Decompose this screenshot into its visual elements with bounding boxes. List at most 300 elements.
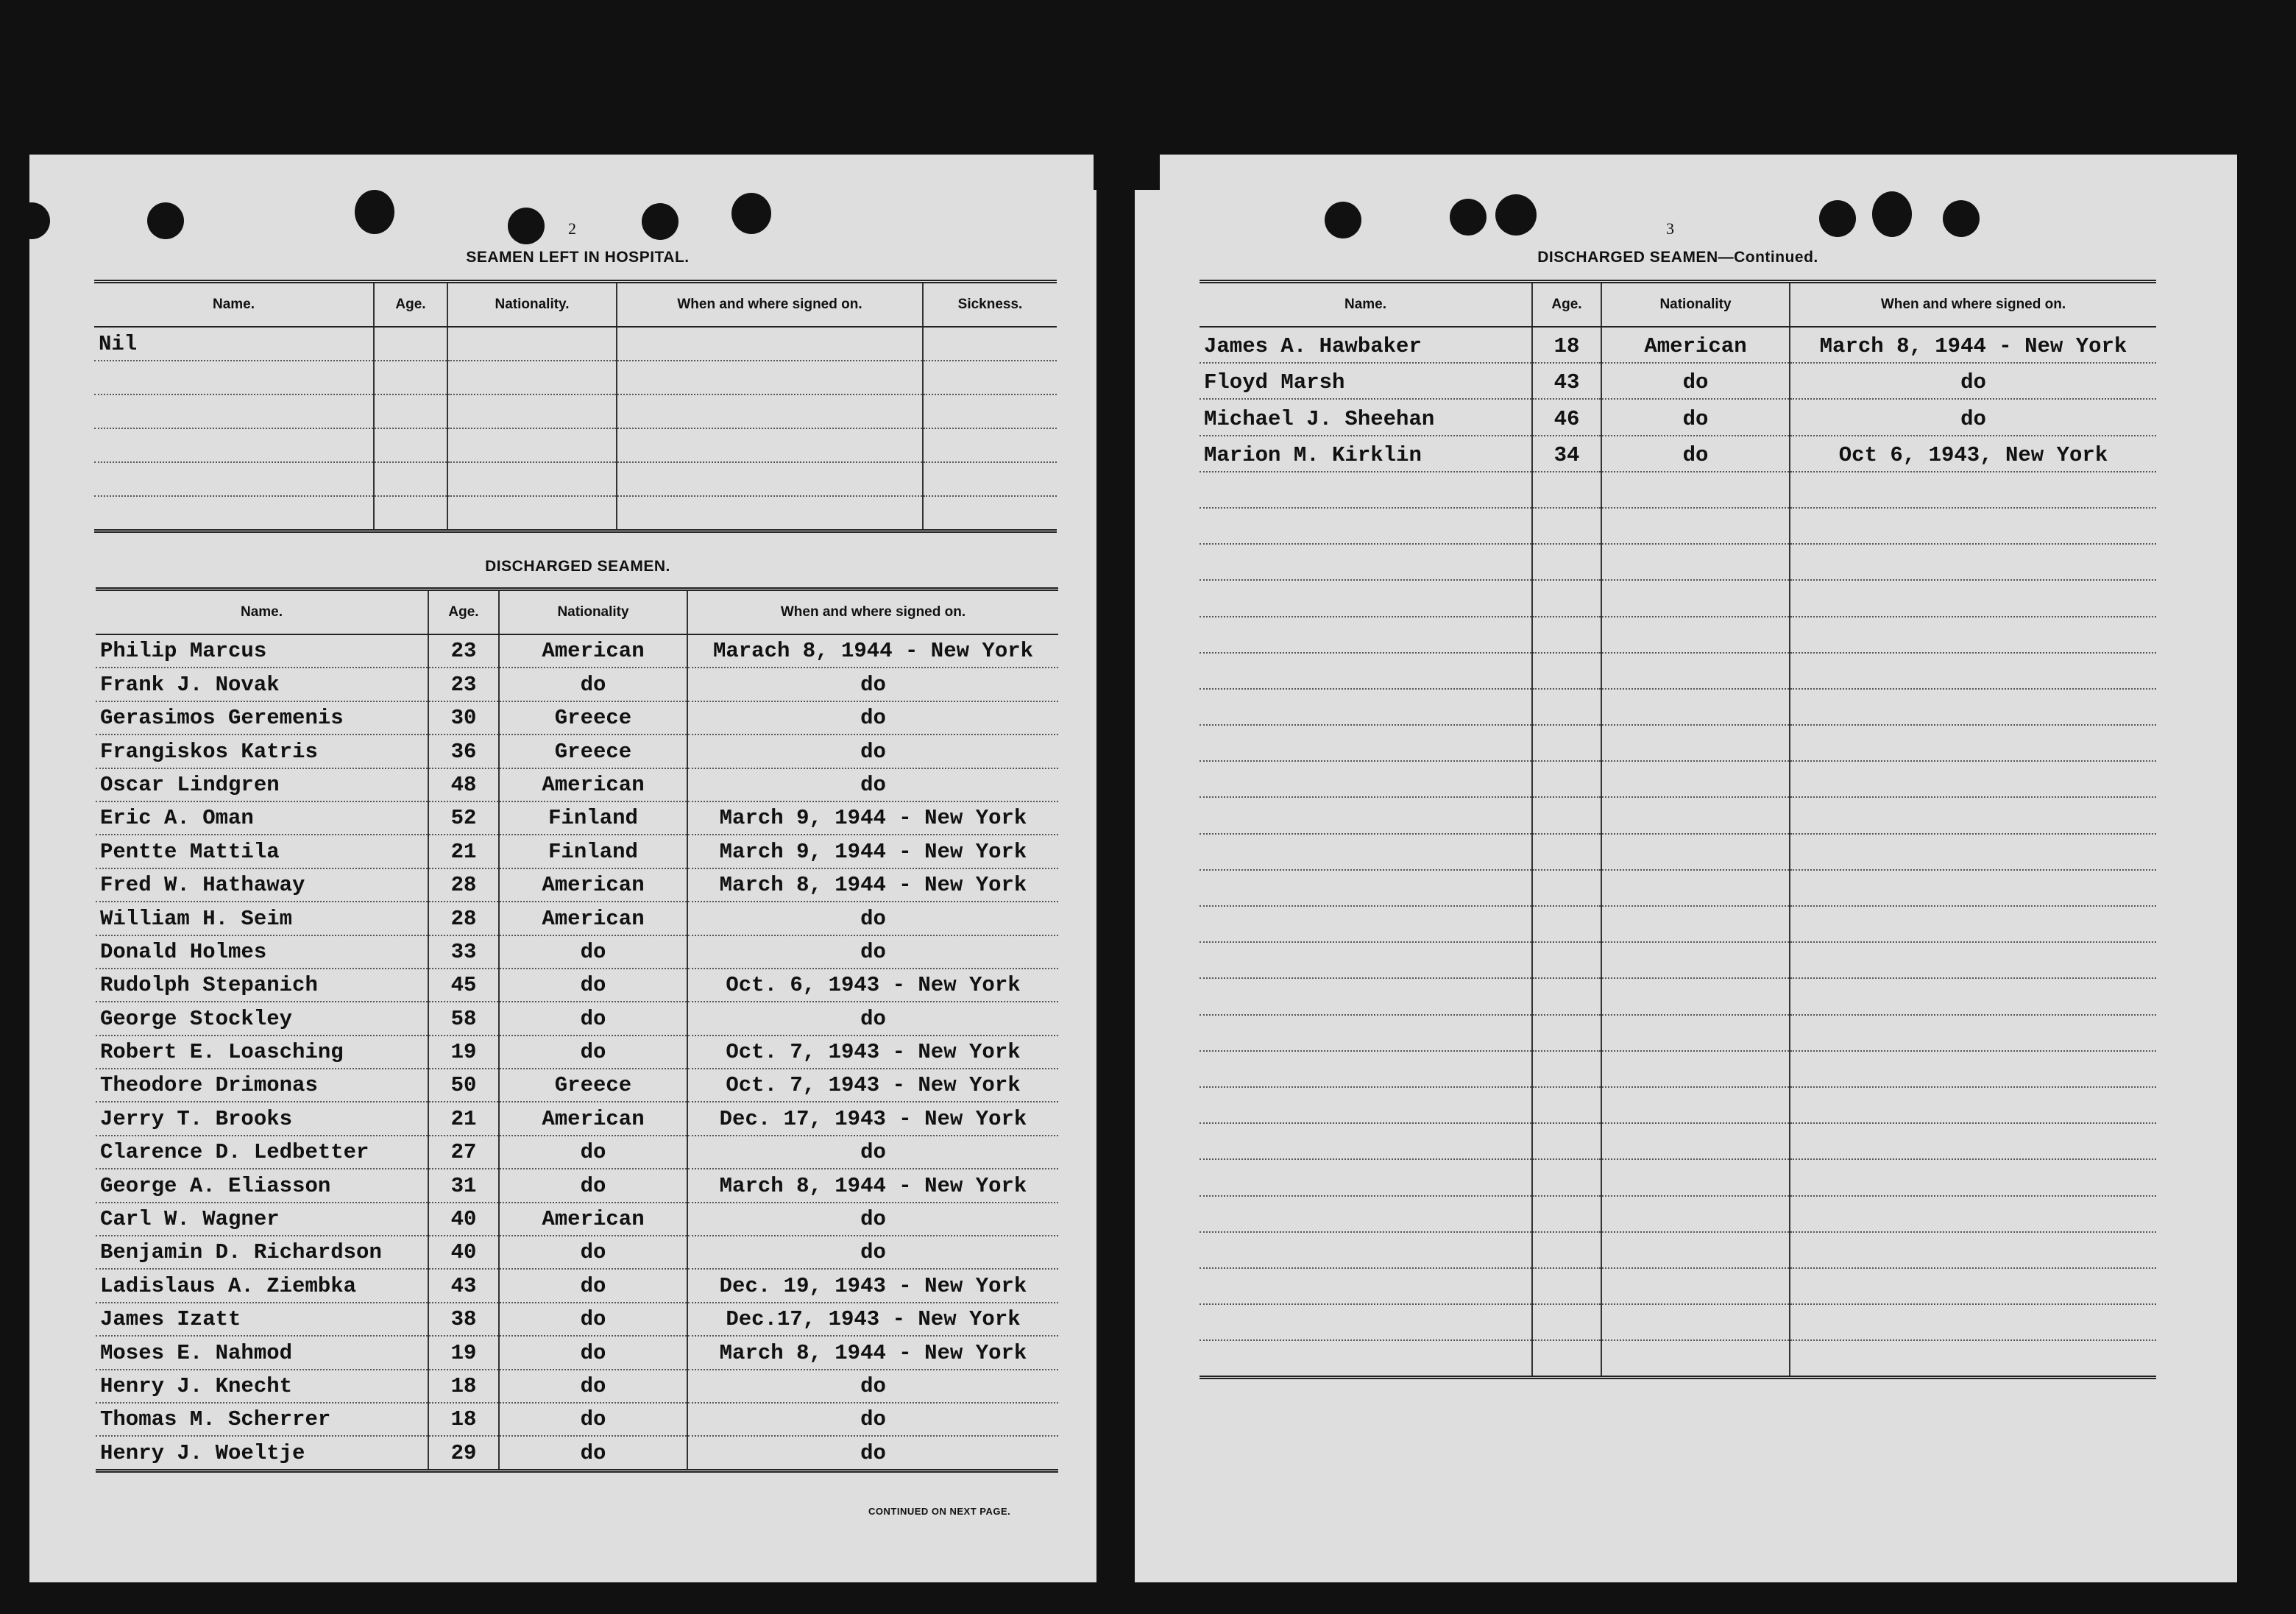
nationality-cell bbox=[1601, 1051, 1790, 1087]
sickness-cell bbox=[923, 462, 1057, 496]
punch-hole bbox=[731, 193, 771, 234]
age-cell: 50 bbox=[428, 1069, 499, 1102]
signed-on-cell bbox=[1790, 978, 2156, 1014]
name-cell: Gerasimos Geremenis bbox=[96, 701, 428, 735]
age-cell bbox=[1532, 761, 1601, 797]
name-cell: Michael J. Sheehan bbox=[1200, 399, 1532, 435]
name-cell: Carl W. Wagner bbox=[96, 1203, 428, 1236]
name-cell bbox=[1200, 1015, 1532, 1051]
column-header-name: Name. bbox=[96, 590, 428, 635]
column-header-age: Age. bbox=[1532, 282, 1601, 328]
age-cell: 38 bbox=[428, 1303, 499, 1336]
table-row bbox=[96, 868, 1058, 902]
nationality-cell: American bbox=[499, 1102, 687, 1135]
signed-on-cell: March 8, 1944 - New York bbox=[687, 868, 1058, 902]
signed-on-cell: March 8, 1944 - New York bbox=[1790, 327, 2156, 363]
name-cell bbox=[1200, 1087, 1532, 1123]
nationality-cell bbox=[1601, 906, 1790, 942]
nationality-cell: do bbox=[499, 1036, 687, 1069]
nationality-cell bbox=[1601, 1015, 1790, 1051]
signed-on-cell: do bbox=[687, 1403, 1058, 1436]
table-row bbox=[1200, 906, 2156, 942]
column-header-nationality: Nationality. bbox=[447, 282, 617, 328]
nationality-cell: do bbox=[499, 1303, 687, 1336]
age-cell: 40 bbox=[428, 1236, 499, 1269]
punch-hole bbox=[1325, 202, 1361, 238]
table-row bbox=[96, 735, 1058, 768]
name-cell: Ladislaus A. Ziembka bbox=[96, 1269, 428, 1302]
signed-on-cell: Dec. 17, 1943 - New York bbox=[687, 1102, 1058, 1135]
age-cell bbox=[374, 428, 447, 462]
page-number: 3 bbox=[1666, 219, 1674, 238]
sickness-cell bbox=[923, 394, 1057, 428]
age-cell: 28 bbox=[428, 902, 499, 935]
age-cell: 29 bbox=[428, 1436, 499, 1470]
nationality-cell bbox=[1601, 1123, 1790, 1159]
name-cell: George A. Eliasson bbox=[96, 1169, 428, 1202]
signed-on-cell: do bbox=[687, 1002, 1058, 1035]
age-cell bbox=[1532, 1268, 1601, 1304]
signed-on-cell: do bbox=[687, 902, 1058, 935]
signed-on-cell bbox=[617, 361, 923, 394]
name-cell bbox=[1200, 834, 1532, 870]
age-cell bbox=[1532, 508, 1601, 544]
age-cell: 18 bbox=[428, 1370, 499, 1403]
nationality-cell bbox=[447, 496, 617, 531]
name-cell: James Izatt bbox=[96, 1303, 428, 1336]
signed-on-cell: do bbox=[1790, 399, 2156, 435]
name-cell bbox=[1200, 689, 1532, 725]
age-cell bbox=[1532, 1087, 1601, 1123]
age-cell bbox=[374, 462, 447, 496]
table-row bbox=[96, 1069, 1058, 1102]
signed-on-cell: March 8, 1944 - New York bbox=[687, 1169, 1058, 1202]
table-row bbox=[1200, 689, 2156, 725]
table-row bbox=[1200, 1340, 2156, 1378]
nationality-cell: do bbox=[499, 1370, 687, 1403]
age-cell: 18 bbox=[1532, 327, 1601, 363]
age-cell bbox=[1532, 1196, 1601, 1232]
nationality-cell bbox=[447, 428, 617, 462]
signed-on-cell: do bbox=[687, 935, 1058, 969]
table-row bbox=[96, 969, 1058, 1002]
signed-on-cell bbox=[617, 496, 923, 531]
age-cell bbox=[1532, 1123, 1601, 1159]
nationality-cell bbox=[447, 361, 617, 394]
table-row bbox=[1200, 834, 2156, 870]
table-row bbox=[96, 701, 1058, 735]
column-header-age: Age. bbox=[428, 590, 499, 635]
age-cell bbox=[1532, 978, 1601, 1014]
punch-hole bbox=[1819, 200, 1856, 237]
signed-on-cell bbox=[1790, 580, 2156, 616]
nationality-cell: American bbox=[499, 768, 687, 801]
age-cell: 27 bbox=[428, 1136, 499, 1169]
column-header-signed-on: When and where signed on. bbox=[687, 590, 1058, 635]
age-cell bbox=[1532, 1051, 1601, 1087]
name-cell bbox=[94, 428, 374, 462]
table-row bbox=[96, 1002, 1058, 1035]
age-cell: 46 bbox=[1532, 399, 1601, 435]
table-row bbox=[1200, 436, 2156, 472]
signed-on-cell: March 9, 1944 - New York bbox=[687, 835, 1058, 868]
signed-on-cell: do bbox=[687, 668, 1058, 701]
signed-on-cell bbox=[1790, 1051, 2156, 1087]
signed-on-cell: do bbox=[687, 735, 1058, 768]
signed-on-cell bbox=[1790, 942, 2156, 978]
table-row bbox=[96, 1102, 1058, 1135]
age-cell: 19 bbox=[428, 1336, 499, 1369]
name-cell: Eric A. Oman bbox=[96, 801, 428, 835]
table-row bbox=[1200, 1268, 2156, 1304]
table-row bbox=[1200, 1159, 2156, 1195]
table-row bbox=[1200, 544, 2156, 580]
age-cell bbox=[1532, 1159, 1601, 1195]
name-cell: Oscar Lindgren bbox=[96, 768, 428, 801]
age-cell: 28 bbox=[428, 868, 499, 902]
name-cell bbox=[1200, 580, 1532, 616]
signed-on-cell: Dec. 19, 1943 - New York bbox=[687, 1269, 1058, 1302]
nationality-cell: Finland bbox=[499, 801, 687, 835]
name-cell: Frangiskos Katris bbox=[96, 735, 428, 768]
hospital-table bbox=[94, 280, 1057, 533]
name-cell bbox=[94, 462, 374, 496]
name-cell: Marion M. Kirklin bbox=[1200, 436, 1532, 472]
signed-on-cell bbox=[1790, 1015, 2156, 1051]
table-row bbox=[1200, 761, 2156, 797]
name-cell: Benjamin D. Richardson bbox=[96, 1236, 428, 1269]
continued-note: CONTINUED ON NEXT PAGE. bbox=[868, 1506, 1011, 1517]
nationality-cell: do bbox=[499, 1136, 687, 1169]
name-cell: Robert E. Loasching bbox=[96, 1036, 428, 1069]
age-cell bbox=[1532, 942, 1601, 978]
age-cell bbox=[374, 394, 447, 428]
nationality-cell bbox=[1601, 472, 1790, 508]
nationality-cell: do bbox=[499, 1336, 687, 1369]
name-cell: Henry J. Woeltje bbox=[96, 1436, 428, 1470]
nationality-cell bbox=[1601, 1159, 1790, 1195]
name-cell: Fred W. Hathaway bbox=[96, 868, 428, 902]
signed-on-cell bbox=[617, 462, 923, 496]
nationality-cell: Greece bbox=[499, 735, 687, 768]
signed-on-cell: do bbox=[687, 701, 1058, 735]
age-cell bbox=[1532, 834, 1601, 870]
name-cell: Clarence D. Ledbetter bbox=[96, 1136, 428, 1169]
signed-on-cell: Oct. 7, 1943 - New York bbox=[687, 1069, 1058, 1102]
age-cell: 33 bbox=[428, 935, 499, 969]
nationality-cell: do bbox=[499, 668, 687, 701]
nationality-cell: do bbox=[1601, 436, 1790, 472]
discharged-section-title: DISCHARGED SEAMEN. bbox=[485, 558, 670, 575]
name-cell bbox=[1200, 1268, 1532, 1304]
signed-on-cell bbox=[1790, 1232, 2156, 1268]
age-cell: 31 bbox=[428, 1169, 499, 1202]
column-header-age: Age. bbox=[374, 282, 447, 328]
signed-on-cell: do bbox=[687, 1236, 1058, 1269]
name-cell bbox=[1200, 653, 1532, 689]
nationality-cell bbox=[1601, 942, 1790, 978]
table-row bbox=[1200, 472, 2156, 508]
age-cell: 45 bbox=[428, 969, 499, 1002]
page-number: 2 bbox=[568, 219, 576, 238]
punch-hole bbox=[1495, 194, 1537, 236]
age-cell: 58 bbox=[428, 1002, 499, 1035]
name-cell bbox=[1200, 942, 1532, 978]
sickness-cell bbox=[923, 327, 1057, 361]
name-cell: Rudolph Stepanich bbox=[96, 969, 428, 1002]
table-row bbox=[96, 634, 1058, 668]
age-cell: 30 bbox=[428, 701, 499, 735]
table-row bbox=[96, 1436, 1058, 1470]
age-cell bbox=[1532, 544, 1601, 580]
nationality-cell bbox=[1601, 1232, 1790, 1268]
name-cell bbox=[1200, 978, 1532, 1014]
table-row bbox=[1200, 1015, 2156, 1051]
signed-on-cell: do bbox=[687, 1136, 1058, 1169]
age-cell bbox=[1532, 1232, 1601, 1268]
table-row bbox=[1200, 1051, 2156, 1087]
binding-tab bbox=[1094, 155, 1160, 190]
table-row bbox=[1200, 942, 2156, 978]
nationality-cell bbox=[1601, 797, 1790, 833]
name-cell: Thomas M. Scherrer bbox=[96, 1403, 428, 1436]
name-cell bbox=[94, 361, 374, 394]
sickness-cell bbox=[923, 496, 1057, 531]
nationality-cell: American bbox=[499, 1203, 687, 1236]
table-row bbox=[1200, 1087, 2156, 1123]
name-cell bbox=[1200, 1196, 1532, 1232]
nationality-cell bbox=[1601, 978, 1790, 1014]
table-row bbox=[94, 428, 1057, 462]
age-cell bbox=[374, 327, 447, 361]
signed-on-cell: Oct. 7, 1943 - New York bbox=[687, 1036, 1058, 1069]
table-row bbox=[96, 1236, 1058, 1269]
age-cell: 40 bbox=[428, 1203, 499, 1236]
age-cell bbox=[1532, 1304, 1601, 1340]
nationality-cell bbox=[1601, 689, 1790, 725]
signed-on-cell: do bbox=[687, 768, 1058, 801]
nationality-cell bbox=[1601, 1196, 1790, 1232]
signed-on-cell: Dec.17, 1943 - New York bbox=[687, 1303, 1058, 1336]
signed-on-cell bbox=[1790, 1123, 2156, 1159]
age-cell: 21 bbox=[428, 835, 499, 868]
signed-on-cell bbox=[1790, 870, 2156, 906]
nationality-cell: do bbox=[1601, 363, 1790, 399]
signed-on-cell bbox=[1790, 617, 2156, 653]
punch-hole bbox=[355, 190, 394, 234]
table-row bbox=[1200, 1232, 2156, 1268]
column-header-nationality: Nationality bbox=[499, 590, 687, 635]
punch-hole bbox=[1943, 200, 1980, 237]
age-cell bbox=[1532, 472, 1601, 508]
name-cell bbox=[1200, 1232, 1532, 1268]
discharged-continued-table bbox=[1200, 280, 2156, 1379]
nationality-cell bbox=[1601, 617, 1790, 653]
punch-hole bbox=[508, 208, 545, 244]
table-row bbox=[1200, 653, 2156, 689]
signed-on-cell bbox=[1790, 761, 2156, 797]
age-cell bbox=[374, 361, 447, 394]
signed-on-cell: Oct 6, 1943, New York bbox=[1790, 436, 2156, 472]
nationality-cell bbox=[1601, 1087, 1790, 1123]
signed-on-cell bbox=[1790, 689, 2156, 725]
signed-on-cell bbox=[617, 394, 923, 428]
table-row bbox=[94, 394, 1057, 428]
table-row bbox=[1200, 797, 2156, 833]
nationality-cell bbox=[447, 327, 617, 361]
signed-on-cell bbox=[1790, 1087, 2156, 1123]
column-header-signed-on: When and where signed on. bbox=[617, 282, 923, 328]
age-cell: 43 bbox=[428, 1269, 499, 1302]
table-row bbox=[1200, 978, 2156, 1014]
name-cell bbox=[94, 496, 374, 531]
signed-on-cell bbox=[1790, 544, 2156, 580]
signed-on-cell bbox=[1790, 472, 2156, 508]
age-cell bbox=[1532, 580, 1601, 616]
nationality-cell: do bbox=[499, 935, 687, 969]
table-row bbox=[1200, 617, 2156, 653]
name-cell: Nil bbox=[94, 327, 374, 361]
table-row bbox=[94, 361, 1057, 394]
table-row bbox=[1200, 580, 2156, 616]
nationality-cell: do bbox=[499, 1002, 687, 1035]
name-cell bbox=[1200, 1340, 1532, 1378]
signed-on-cell: do bbox=[687, 1370, 1058, 1403]
age-cell bbox=[1532, 653, 1601, 689]
nationality-cell bbox=[447, 394, 617, 428]
signed-on-cell bbox=[617, 327, 923, 361]
nationality-cell: do bbox=[499, 1169, 687, 1202]
name-cell: Moses E. Nahmod bbox=[96, 1336, 428, 1369]
age-cell: 19 bbox=[428, 1036, 499, 1069]
table-row bbox=[96, 935, 1058, 969]
table-row bbox=[96, 1336, 1058, 1369]
nationality-cell: American bbox=[1601, 327, 1790, 363]
name-cell bbox=[1200, 725, 1532, 761]
table-row bbox=[1200, 1123, 2156, 1159]
signed-on-cell bbox=[1790, 508, 2156, 544]
nationality-cell: do bbox=[499, 1236, 687, 1269]
table-row bbox=[94, 327, 1057, 361]
column-header-sickness: Sickness. bbox=[923, 282, 1057, 328]
nationality-cell bbox=[1601, 1340, 1790, 1378]
punch-hole bbox=[1450, 199, 1487, 236]
signed-on-cell bbox=[1790, 1268, 2156, 1304]
table-row bbox=[96, 1036, 1058, 1069]
table-row bbox=[1200, 870, 2156, 906]
table-row bbox=[96, 902, 1058, 935]
nationality-cell bbox=[1601, 544, 1790, 580]
signed-on-cell: Marach 8, 1944 - New York bbox=[687, 634, 1058, 668]
name-cell: George Stockley bbox=[96, 1002, 428, 1035]
table-row bbox=[96, 1370, 1058, 1403]
table-row bbox=[96, 1269, 1058, 1302]
nationality-cell: do bbox=[499, 1269, 687, 1302]
name-cell bbox=[1200, 617, 1532, 653]
age-cell: 34 bbox=[1532, 436, 1601, 472]
binding-gutter bbox=[1096, 155, 1135, 1582]
age-cell bbox=[1532, 870, 1601, 906]
nationality-cell: do bbox=[499, 1436, 687, 1470]
age-cell bbox=[1532, 797, 1601, 833]
name-cell bbox=[1200, 761, 1532, 797]
discharged-continued-title: DISCHARGED SEAMEN—Continued. bbox=[1537, 249, 1818, 266]
table-row bbox=[1200, 1196, 2156, 1232]
name-cell bbox=[1200, 544, 1532, 580]
name-cell: James A. Hawbaker bbox=[1200, 327, 1532, 363]
name-cell bbox=[1200, 1159, 1532, 1195]
punch-hole bbox=[147, 202, 184, 239]
age-cell bbox=[1532, 689, 1601, 725]
table-row bbox=[1200, 327, 2156, 363]
name-cell: Pentte Mattila bbox=[96, 835, 428, 868]
signed-on-cell: Oct. 6, 1943 - New York bbox=[687, 969, 1058, 1002]
nationality-cell: American bbox=[499, 902, 687, 935]
column-header-signed-on: When and where signed on. bbox=[1790, 282, 2156, 328]
signed-on-cell bbox=[1790, 1304, 2156, 1340]
nationality-cell bbox=[1601, 725, 1790, 761]
signed-on-cell: do bbox=[687, 1436, 1058, 1470]
name-cell: Frank J. Novak bbox=[96, 668, 428, 701]
age-cell bbox=[1532, 725, 1601, 761]
name-cell: Floyd Marsh bbox=[1200, 363, 1532, 399]
punch-hole bbox=[1872, 191, 1912, 237]
name-cell bbox=[94, 394, 374, 428]
nationality-cell: do bbox=[1601, 399, 1790, 435]
signed-on-cell: March 8, 1944 - New York bbox=[687, 1336, 1058, 1369]
table-row bbox=[96, 801, 1058, 835]
name-cell bbox=[1200, 870, 1532, 906]
hospital-section-title: SEAMEN LEFT IN HOSPITAL. bbox=[466, 249, 690, 266]
signed-on-cell bbox=[1790, 725, 2156, 761]
sickness-cell bbox=[923, 361, 1057, 394]
name-cell bbox=[1200, 472, 1532, 508]
table-row bbox=[94, 462, 1057, 496]
name-cell bbox=[1200, 1123, 1532, 1159]
column-header-name: Name. bbox=[94, 282, 374, 328]
age-cell: 21 bbox=[428, 1102, 499, 1135]
nationality-cell bbox=[447, 462, 617, 496]
name-cell bbox=[1200, 508, 1532, 544]
name-cell bbox=[1200, 797, 1532, 833]
signed-on-cell: do bbox=[1790, 363, 2156, 399]
nationality-cell: do bbox=[499, 969, 687, 1002]
signed-on-cell bbox=[1790, 1159, 2156, 1195]
age-cell: 18 bbox=[428, 1403, 499, 1436]
nationality-cell: Greece bbox=[499, 701, 687, 735]
table-row bbox=[96, 768, 1058, 801]
age-cell: 36 bbox=[428, 735, 499, 768]
table-row bbox=[1200, 725, 2156, 761]
nationality-cell bbox=[1601, 1268, 1790, 1304]
signed-on-cell bbox=[1790, 834, 2156, 870]
age-cell: 52 bbox=[428, 801, 499, 835]
name-cell: Theodore Drimonas bbox=[96, 1069, 428, 1102]
age-cell bbox=[1532, 1340, 1601, 1378]
punch-hole bbox=[642, 203, 678, 240]
signed-on-cell: do bbox=[687, 1203, 1058, 1236]
discharged-table bbox=[96, 587, 1058, 1473]
name-cell bbox=[1200, 1051, 1532, 1087]
age-cell: 48 bbox=[428, 768, 499, 801]
signed-on-cell bbox=[1790, 1196, 2156, 1232]
column-header-name: Name. bbox=[1200, 282, 1532, 328]
nationality-cell bbox=[1601, 653, 1790, 689]
table-row bbox=[94, 496, 1057, 531]
age-cell bbox=[1532, 617, 1601, 653]
table-row bbox=[96, 1203, 1058, 1236]
nationality-cell bbox=[1601, 1304, 1790, 1340]
